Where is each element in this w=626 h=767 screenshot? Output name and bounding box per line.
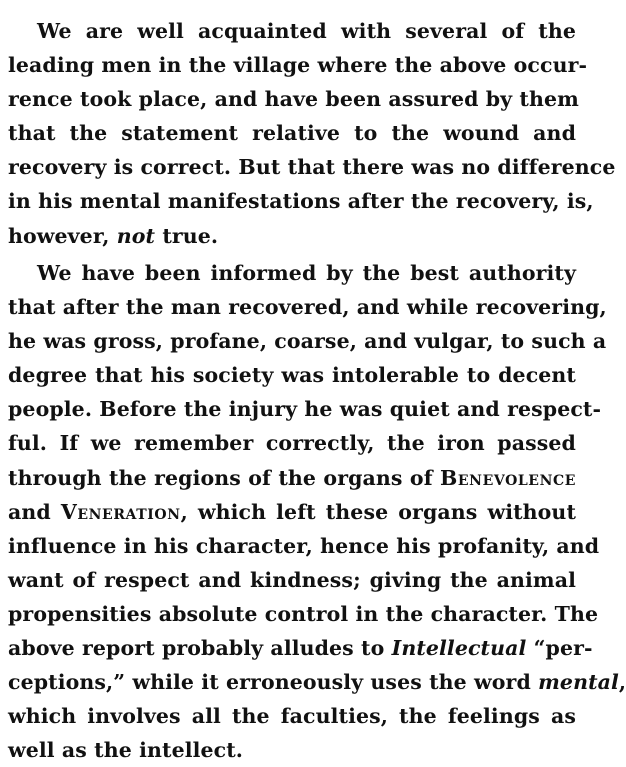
text-run: ceptions,” while it erroneously uses the word xyxy=(8,670,539,695)
text-run: true. xyxy=(155,223,219,248)
text-line: propensities absolute control in the character. The xyxy=(8,601,599,626)
text-line: which involves all the faculties, the feelings as xyxy=(8,704,576,729)
text-line: recovery is correct. But that there was no difference xyxy=(8,155,616,180)
text-line: ful. If we remember correctly, the iron passed xyxy=(8,431,576,456)
text-line: leading men in the village where the above occur- xyxy=(8,53,588,78)
text-line xyxy=(8,461,576,495)
emphasis-text: Intellectual xyxy=(391,636,527,661)
text-line: that the statement relative to the wound and xyxy=(8,121,576,146)
text-run: , which left these organs without xyxy=(180,499,577,524)
text-line: degree that his society was intolerable to decent xyxy=(8,363,576,388)
text-run: through the regions of the organs of xyxy=(8,465,440,490)
text-run: , xyxy=(618,670,626,695)
text-line xyxy=(8,219,576,253)
text-run: however, xyxy=(8,223,117,248)
text-run: above report probably alludes to xyxy=(8,636,392,661)
text-line: We have been informed by the best authority xyxy=(37,261,576,285)
text-line: influence in his character, hence his profanity, and xyxy=(8,533,600,558)
text-line: well as the intellect. xyxy=(8,738,244,763)
text-line: We are well acquainted with several of the xyxy=(37,19,576,43)
text-line: that after the man recovered, and while recovering, xyxy=(8,295,607,320)
paragraph-2 xyxy=(8,256,626,767)
text-line xyxy=(8,495,576,529)
emphasis-text: mental xyxy=(538,670,619,695)
text-line xyxy=(8,631,593,665)
text-line: want of respect and kindness; giving the animal xyxy=(8,567,576,592)
small-caps-term: Veneration xyxy=(60,499,181,524)
text-line xyxy=(8,665,626,699)
small-caps-term: Benevolence xyxy=(439,465,576,490)
text-line: in his mental manifestations after the recovery, is, xyxy=(8,189,594,214)
emphasis-text: not xyxy=(116,223,156,248)
text-line: he was gross, profane, coarse, and vulgar, to such a xyxy=(8,329,607,354)
text-line: rence took place, and have been assured by them xyxy=(8,87,579,112)
text-run: “per- xyxy=(526,636,593,661)
paragraph-1 xyxy=(8,14,616,253)
text-run: and xyxy=(8,499,61,524)
text-line: people. Before the injury he was quiet and respect- xyxy=(8,397,602,422)
